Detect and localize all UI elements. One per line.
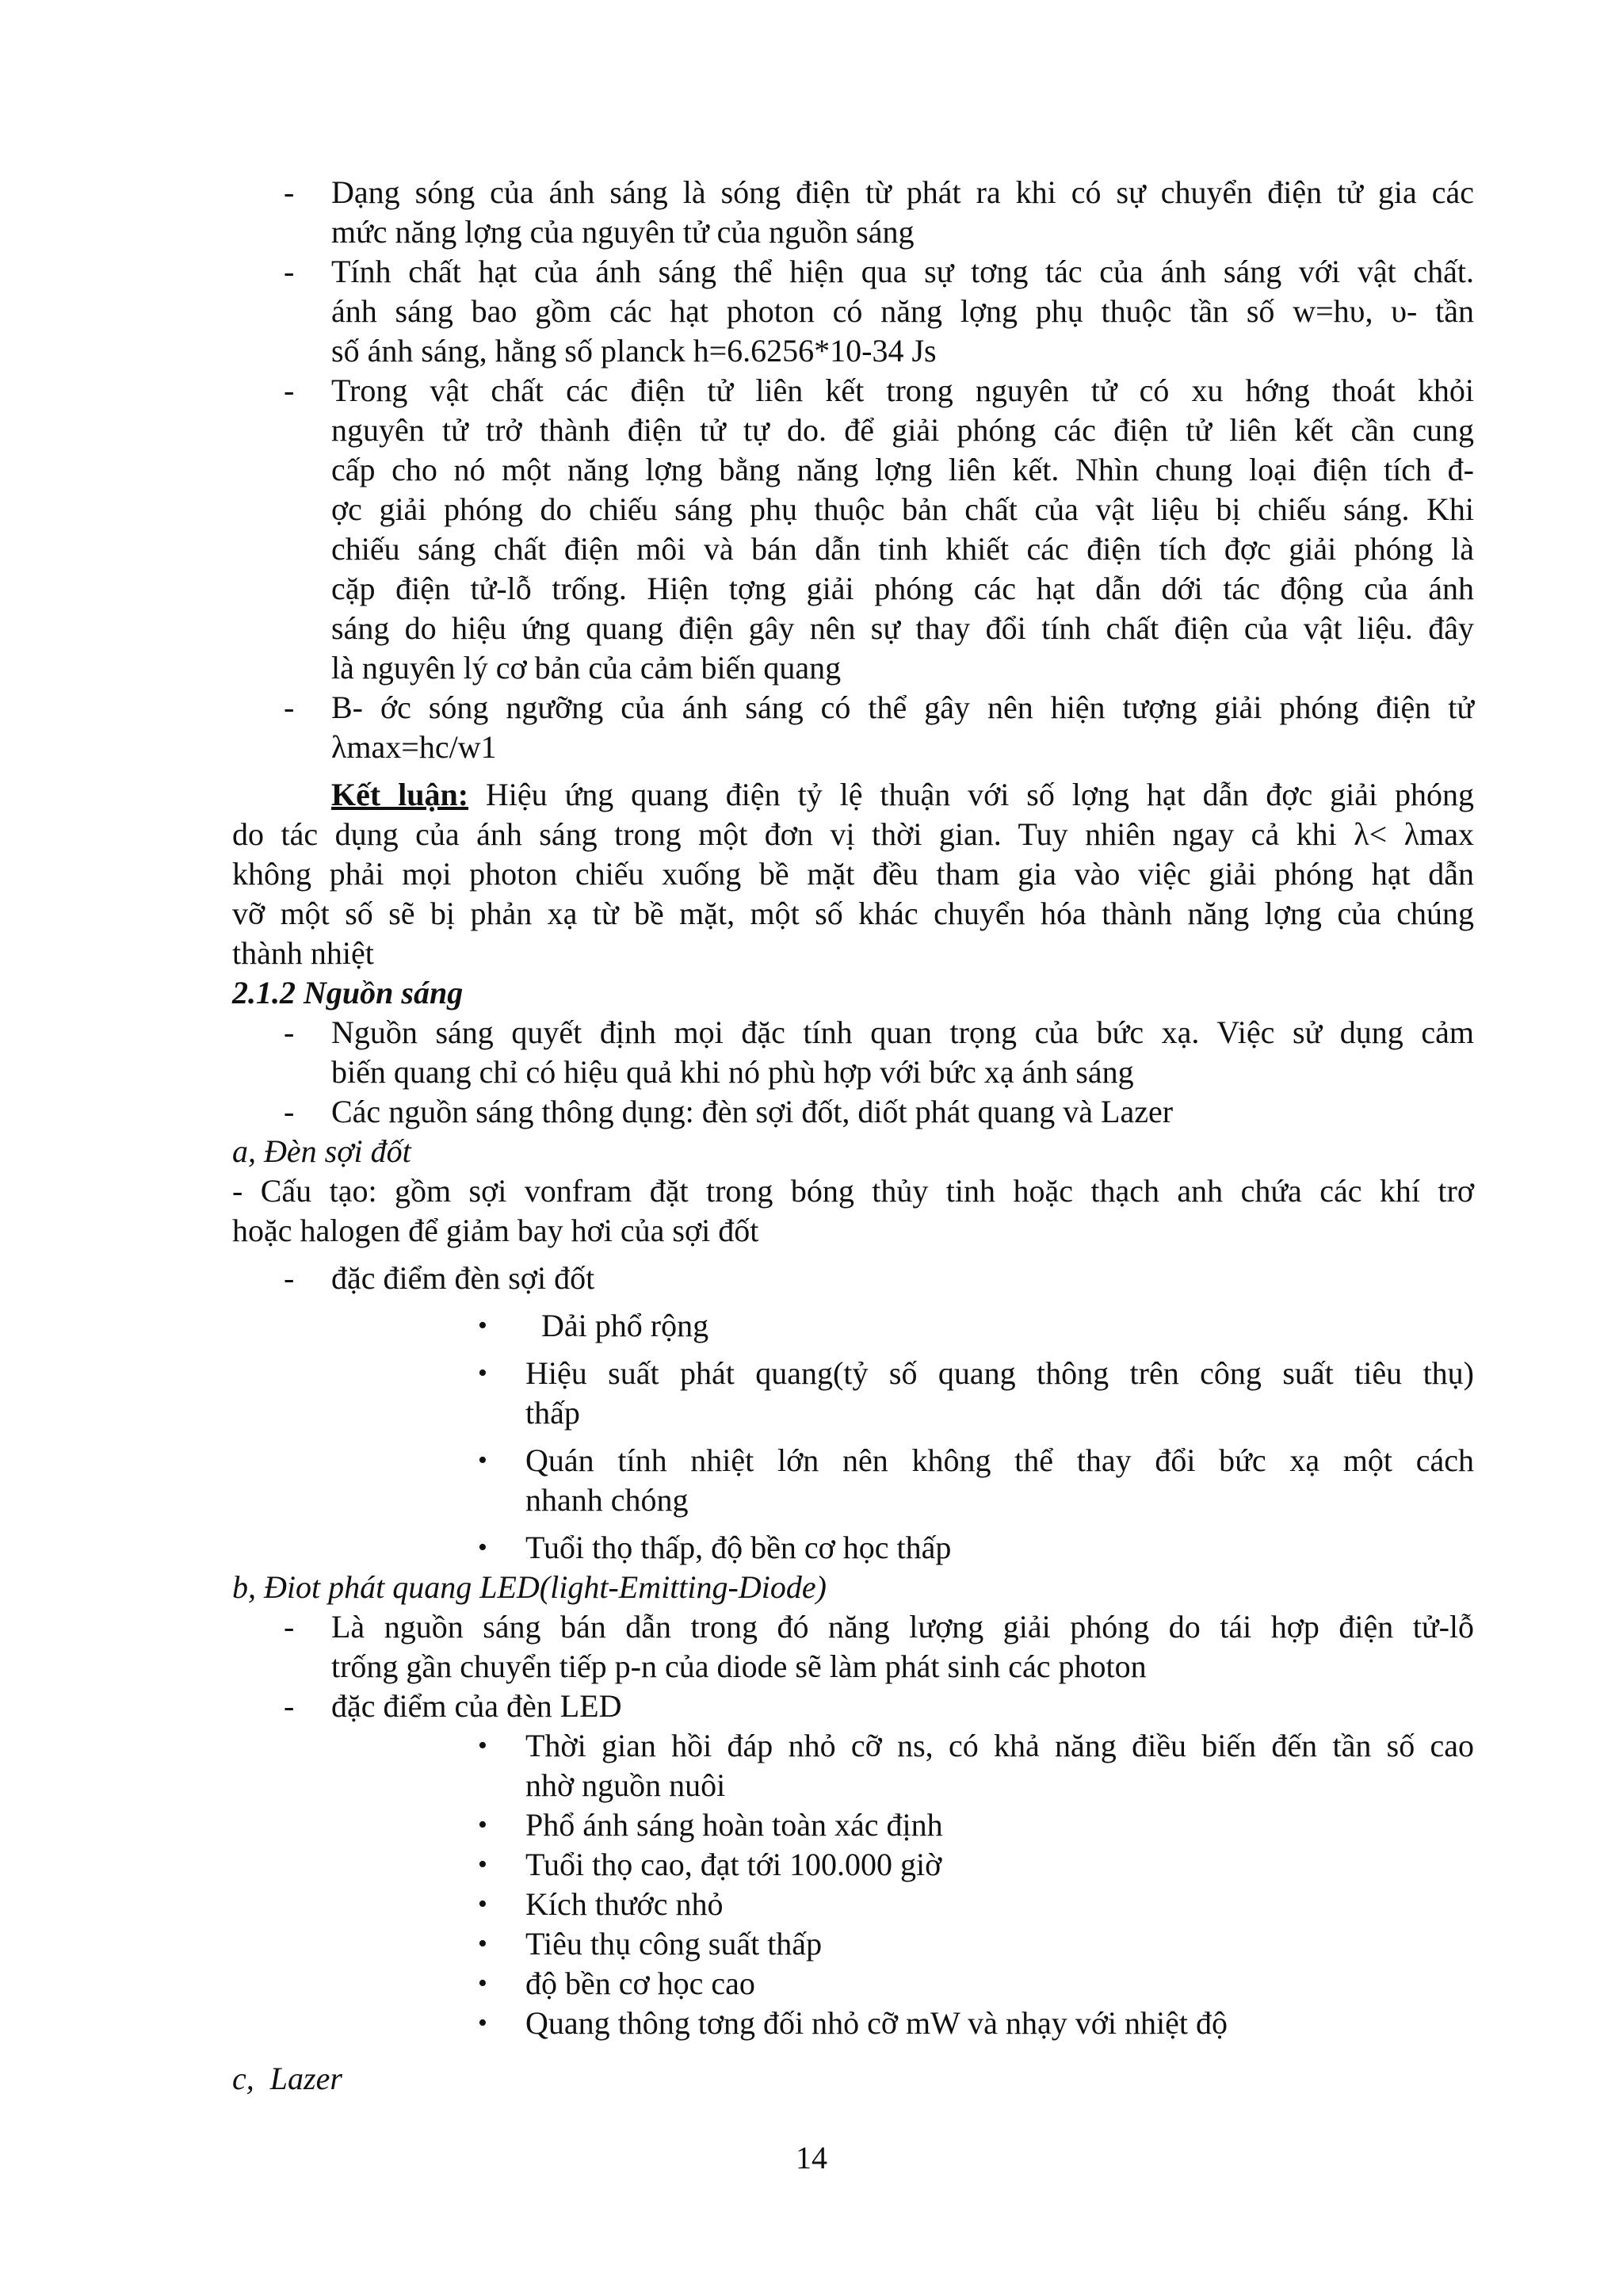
subheading-laser: c, Lazer: [232, 2061, 342, 2096]
list-dash: -: [284, 174, 295, 210]
section-heading-light-source: 2.1.2 Nguồn sáng: [232, 975, 464, 1010]
list-item-line: cặp điện tử-lỗ trống. Hiện tợng giải phóng các hạt dẫn dới tác động của ánh: [331, 571, 1474, 606]
feature-line: Dải phổ rộng: [525, 1308, 709, 1343]
list-item-line: Nguồn sáng quyết định mọi đặc tính quan trọng của bức xạ. Việc sử dụng cảm: [331, 1014, 1474, 1050]
subheading-led: b, Điot phát quang LED(light-Emitting-Diode): [232, 1569, 827, 1605]
list-dash: -: [284, 690, 295, 725]
list-dash: -: [284, 1260, 295, 1296]
bullet-mark: •: [478, 1810, 487, 1839]
subheading-incandescent: a, Đèn sợi đốt: [232, 1133, 411, 1169]
feature-line: Phổ ánh sáng hoàn toàn xác định: [525, 1807, 943, 1843]
list-dash: -: [284, 1688, 295, 1724]
bullet-mark: •: [478, 1850, 487, 1879]
structure-line: hoặc halogen để giảm bay hơi của sợi đốt: [232, 1213, 759, 1248]
feature-line: nhờ nguồn nuôi: [525, 1767, 726, 1803]
list-item-line: B- ớc sóng ngưỡng của ánh sáng có thể gây nên hiện tượng giải phóng điện tử: [331, 690, 1474, 725]
list-item-line: đặc điểm của đèn LED: [331, 1688, 622, 1724]
page-number: 14: [796, 2140, 827, 2176]
list-item-line: chiếu sáng chất điện môi và bán dẫn tinh khiết các điện tích đợc giải phóng là: [331, 531, 1474, 567]
bullet-mark: •: [478, 1889, 487, 1919]
list-item-line: là nguyên lý cơ bản của cảm biến quang: [331, 650, 842, 686]
list-item-line: sáng do hiệu ứng quang điện gây nên sự thay đổi tính chất điện của vật liệu. đây: [331, 610, 1474, 646]
feature-line: Kích thước nhỏ: [525, 1886, 724, 1922]
list-item-line: nguyên tử trở thành điện tử tự do. để giải phóng các điện tử liên kết cần cung: [331, 412, 1474, 448]
conclusion-line: không phải mọi photon chiếu xuống bề mặt đều tham gia vào việc giải phóng hạt dẫn: [232, 856, 1474, 892]
list-item-line: λmax=hc/w1: [331, 729, 497, 765]
feature-line: Hiệu suất phát quang(tỷ số quang thông trên công suất tiêu thụ): [525, 1355, 1474, 1391]
list-item-line: mức năng lợng của nguyên tử của nguồn sáng: [331, 214, 915, 250]
structure-line: - Cấu tạo: gồm sợi vonfram đặt trong bóng thủy tinh hoặc thạch anh chứa các khí trơ: [232, 1173, 1474, 1209]
list-item-line: trống gần chuyển tiếp p-n của diode sẽ làm phát sinh các photon: [331, 1648, 1147, 1684]
list-dash: -: [284, 1014, 295, 1050]
conclusion-line: do tác dụng của ánh sáng trong một đơn vị thời gian. Tuy nhiên ngay cả khi λ< λmax: [232, 816, 1474, 852]
list-dash: -: [284, 1094, 295, 1129]
feature-line: Tuổi thọ thấp, độ bền cơ học thấp: [525, 1530, 952, 1565]
feature-line: Quán tính nhiệt lớn nên không thể thay đổi bức xạ một cách: [525, 1442, 1474, 1478]
feature-line: Tiêu thụ công suất thấp: [525, 1926, 823, 1962]
list-item-line: số ánh sáng, hằng số planck h=6.6256*10-34 Js: [331, 333, 937, 369]
list-item-line: ợc giải phóng do chiếu sáng phụ thuộc bản chất của vật liệu bị chiếu sáng. Khi: [331, 491, 1474, 527]
bullet-mark: •: [478, 1969, 487, 1998]
feature-line: độ bền cơ học cao: [525, 1966, 755, 2001]
bullet-mark: •: [478, 2008, 487, 2038]
bullet-mark: •: [478, 1311, 487, 1340]
conclusion-first-line: [331, 775, 1474, 815]
list-dash: -: [284, 1609, 295, 1645]
conclusion-first-text: Hiệu ứng quang điện tỷ lệ thuận với số lợng hạt dẫn đợc giải phóng: [485, 777, 1474, 812]
feature-line: Tuổi thọ cao, đạt tới 100.000 giờ: [525, 1847, 942, 1882]
conclusion-line: vỡ một số sẽ bị phản xạ từ bề mặt, một số khác chuyển hóa thành năng lợng của chúng: [232, 896, 1474, 931]
feature-line: thấp: [525, 1395, 580, 1431]
list-dash: -: [284, 372, 295, 408]
list-item-line: Dạng sóng của ánh sáng là sóng điện từ phát ra khi có sự chuyển điện tử gia các: [331, 174, 1474, 210]
list-item-line: cấp cho nó một năng lợng bằng năng lợng liên kết. Nhìn chung loại điện tích đ-: [331, 452, 1474, 487]
list-item-line: biến quang chỉ có hiệu quả khi nó phù hợp với bức xạ ánh sáng: [331, 1054, 1134, 1090]
bullet-mark: •: [478, 1929, 487, 1958]
feature-line: Thời gian hồi đáp nhỏ cỡ ns, có khả năng điều biến đến tần số cao: [525, 1728, 1474, 1763]
bullet-mark: •: [478, 1731, 487, 1760]
bullet-mark: •: [478, 1358, 487, 1388]
list-item-line: Trong vật chất các điện tử liên kết trong nguyên tử có xu hớng thoát khỏi: [331, 372, 1474, 408]
list-item-line: Các nguồn sáng thông dụng: đèn sợi đốt, diốt phát quang và Lazer: [331, 1094, 1174, 1129]
conclusion-line: thành nhiệt: [232, 935, 374, 971]
conclusion-label: Kết luận:: [331, 777, 469, 812]
bullet-mark: •: [478, 1533, 487, 1562]
feature-line: nhanh chóng: [525, 1482, 689, 1518]
bullet-mark: •: [478, 1446, 487, 1475]
feature-line: Quang thông tơng đối nhỏ cỡ mW và nhạy với nhiệt độ: [525, 2005, 1228, 2041]
list-item-line: ánh sáng bao gồm các hạt photon có năng lợng phụ thuộc tần số w=hυ, υ- tần: [331, 293, 1474, 329]
list-dash: -: [284, 254, 295, 289]
features-label: đặc điểm đèn sợi đốt: [331, 1260, 595, 1296]
list-item-line: Là nguồn sáng bán dẫn trong đó năng lượng giải phóng do tái hợp điện tử-lỗ: [331, 1609, 1474, 1645]
list-item-line: Tính chất hạt của ánh sáng thể hiện qua sự tơng tác của ánh sáng với vật chất.: [331, 254, 1474, 289]
